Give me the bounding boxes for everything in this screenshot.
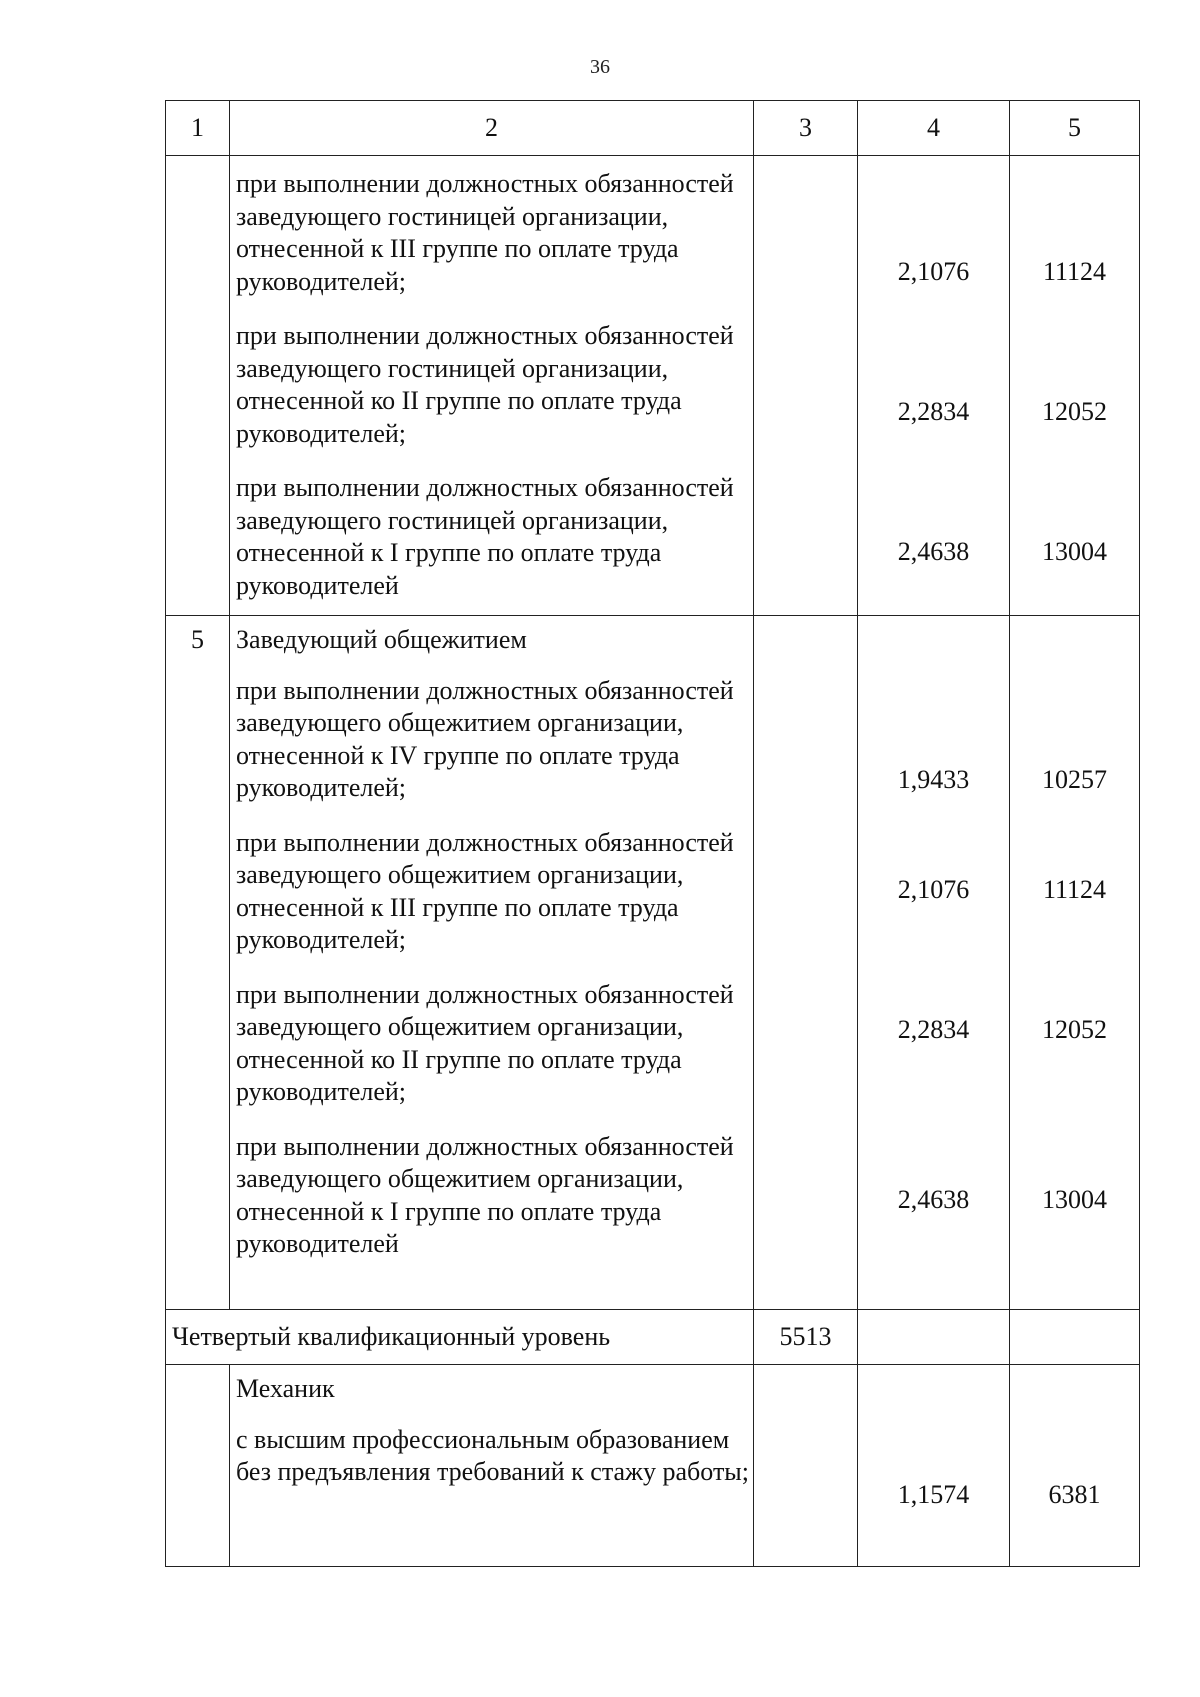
qualification-level-base-salary: 5513 bbox=[754, 1310, 858, 1365]
salary-cell bbox=[1010, 156, 1140, 616]
salary-value: 6381 bbox=[1048, 1480, 1101, 1509]
table-row-mechanic bbox=[166, 1365, 1140, 1567]
page-number: 36 bbox=[590, 56, 610, 78]
row-number-cell bbox=[166, 1365, 230, 1567]
coefficient-value: 1,1574 bbox=[897, 1480, 970, 1509]
coefficient-value: 2,1076 bbox=[897, 875, 970, 904]
coefficient-cell bbox=[858, 156, 1010, 616]
header-cell-3: 3 bbox=[754, 101, 858, 156]
condition-text: при выполнении должностных обязанностей заведующего общежитием организации, отнесенной ко II группе по оплате труда руководителей; bbox=[236, 979, 734, 1106]
salary-value: 11124 bbox=[1042, 875, 1107, 904]
salary-value: 13004 bbox=[1042, 1185, 1107, 1214]
coefficient-value: 2,2834 bbox=[897, 1015, 970, 1044]
empty-cell bbox=[858, 1310, 1010, 1365]
salary-value: 11124 bbox=[1042, 257, 1107, 286]
coefficient-cell bbox=[858, 1365, 1010, 1567]
coefficient-value: 2,4638 bbox=[897, 537, 970, 566]
row-number-cell: 5 bbox=[166, 616, 230, 1310]
condition-text: при выполнении должностных обязанностей заведующего гостиницей организации, отнесенной к I группе по оплате труда руководителей bbox=[236, 473, 734, 600]
position-description-cell bbox=[230, 1365, 754, 1567]
base-salary-cell bbox=[754, 616, 858, 1310]
position-description-cell bbox=[230, 156, 754, 616]
header-cell-5: 5 bbox=[1010, 101, 1140, 156]
salary-value: 10257 bbox=[1042, 765, 1107, 794]
table-row-dormitory-manager bbox=[166, 616, 1140, 1310]
coefficient-value: 1,9433 bbox=[897, 765, 970, 794]
salary-value: 12052 bbox=[1042, 1015, 1107, 1044]
condition-text: с высшим профессиональным образованием без предъявления требований к стажу работы; bbox=[236, 1424, 749, 1486]
salary-value: 12052 bbox=[1042, 397, 1107, 426]
coefficient-cell bbox=[858, 616, 1010, 1310]
salary-table bbox=[165, 100, 1140, 1567]
position-description-cell bbox=[230, 616, 754, 1310]
header-cell-2: 2 bbox=[230, 101, 754, 156]
base-salary-cell bbox=[754, 1365, 858, 1567]
row-number-cell bbox=[166, 156, 230, 616]
empty-cell bbox=[1010, 1310, 1140, 1365]
table-row-hotel-manager bbox=[166, 156, 1140, 616]
salary-cell bbox=[1010, 1365, 1140, 1567]
header-cell-1: 1 bbox=[166, 101, 230, 156]
condition-text: при выполнении должностных обязанностей заведующего гостиницей организации, отнесенной ко II группе по оплате труда руководителей; bbox=[236, 321, 734, 448]
condition-text: при выполнении должностных обязанностей заведующего общежитием организации, отнесенной к IV группе по оплате труда руководителей; bbox=[236, 675, 734, 802]
qualification-level-label: Четвертый квалификационный уровень bbox=[166, 1310, 754, 1365]
base-salary-cell bbox=[754, 156, 858, 616]
condition-text: при выполнении должностных обязанностей заведующего общежитием организации, отнесенной к I группе по оплате труда руководителей bbox=[236, 1131, 734, 1258]
condition-text: при выполнении должностных обязанностей заведующего общежитием организации, отнесенной к III группе по оплате труда руководителей; bbox=[236, 827, 734, 954]
header-cell-4: 4 bbox=[858, 101, 1010, 156]
position-title: Заведующий общежитием bbox=[236, 625, 527, 654]
coefficient-value: 2,2834 bbox=[897, 397, 970, 426]
salary-cell bbox=[1010, 616, 1140, 1310]
table-header-row bbox=[166, 101, 1140, 156]
qualification-level-row bbox=[166, 1310, 1140, 1365]
salary-value: 13004 bbox=[1042, 537, 1107, 566]
coefficient-value: 2,4638 bbox=[897, 1185, 970, 1214]
condition-text: при выполнении должностных обязанностей заведующего гостиницей организации, отнесенной к III группе по оплате труда руководителей; bbox=[236, 169, 734, 296]
coefficient-value: 2,1076 bbox=[897, 257, 970, 286]
position-title: Механик bbox=[236, 1374, 335, 1403]
